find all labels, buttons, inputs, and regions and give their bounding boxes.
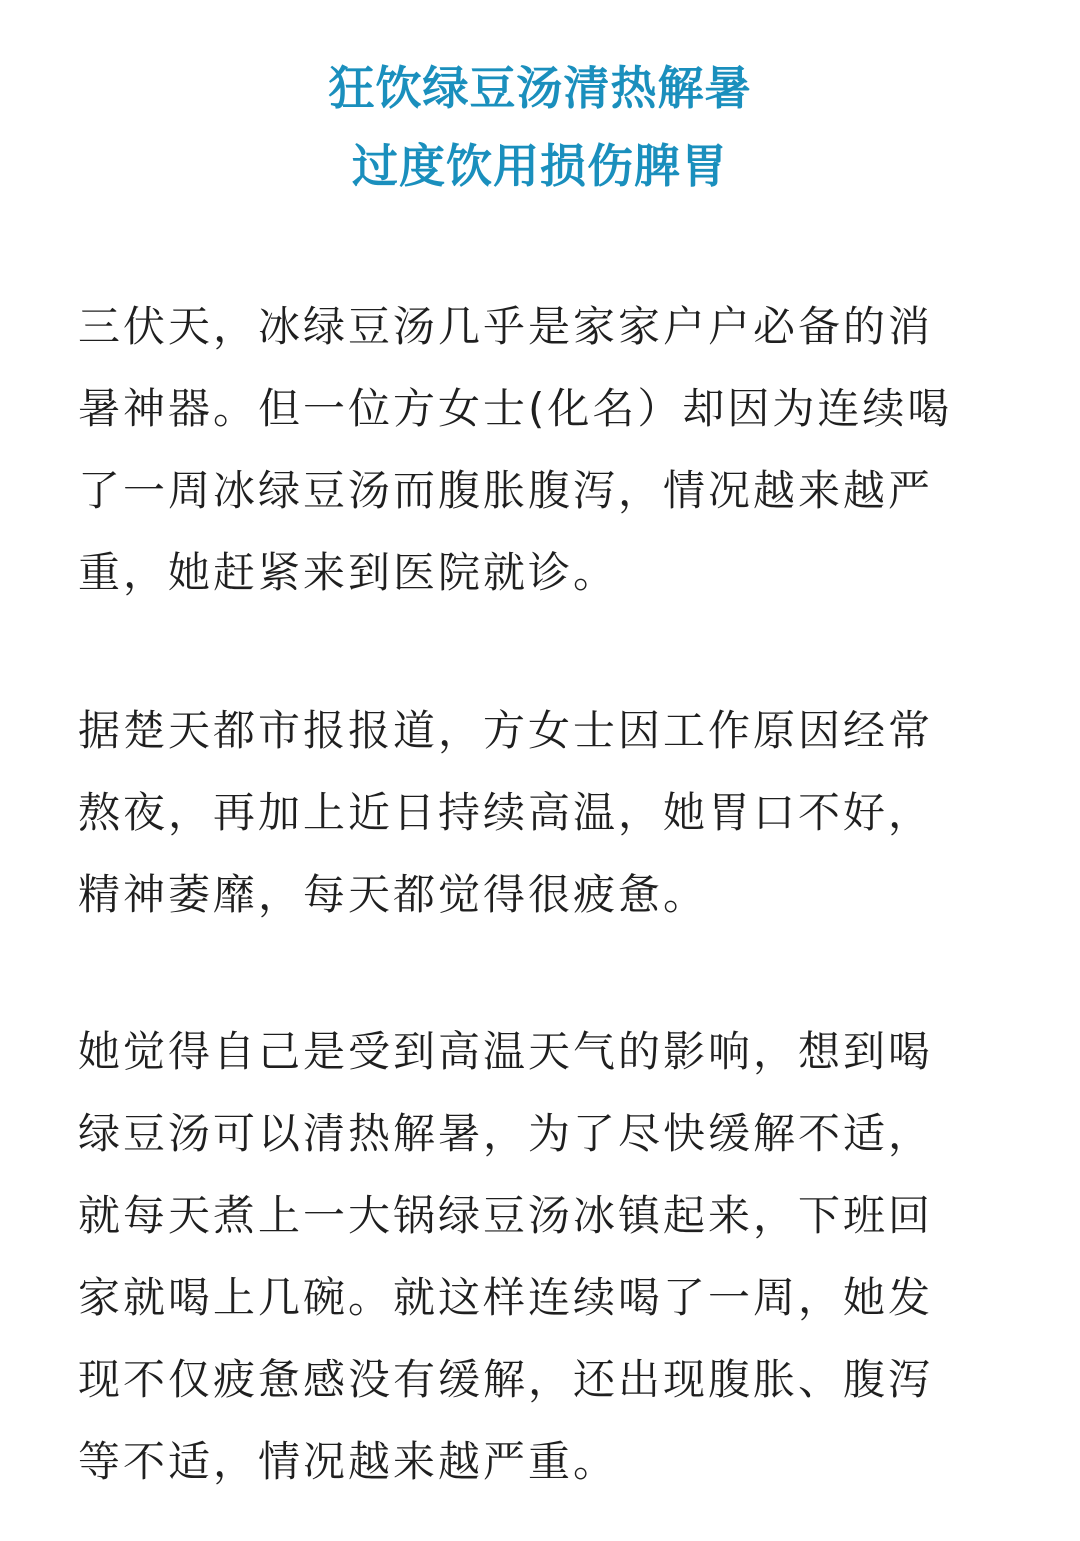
paragraph-1 xyxy=(78,286,1008,614)
paragraph-line: 绿豆汤可以清热解暑，为了尽快缓解不适， xyxy=(78,1109,934,1158)
paragraph-2 xyxy=(78,690,1008,936)
headline-line-1: 狂饮绿豆汤清热解暑 xyxy=(328,61,752,115)
paragraph-line: 就每天煮上一大锅绿豆汤冰镇起来，下班回 xyxy=(78,1191,934,1240)
paragraph-line: 等不适，情况越来越严重。 xyxy=(78,1437,619,1486)
paragraph-line: 重，她赶紧来到医院就诊。 xyxy=(78,548,619,597)
paragraph-line: 暑神器。但一位方女士(化名）却因为连续喝 xyxy=(78,384,953,433)
paragraph-line: 熬夜，再加上近日持续高温，她胃口不好， xyxy=(78,788,934,837)
paragraph-line: 家就喝上几碗。就这样连续喝了一周，她发 xyxy=(78,1273,934,1322)
paragraph-line: 现不仅疲惫感没有缓解，还出现腹胀、腹泻 xyxy=(78,1355,934,1404)
paragraph-line: 精神萎靡，每天都觉得很疲惫。 xyxy=(78,870,709,919)
paragraph-line: 三伏天，冰绿豆汤几乎是家家户户必备的消 xyxy=(78,302,934,351)
headline-line-2: 过度饮用损伤脾胃 xyxy=(352,139,728,193)
paragraph-line: 她觉得自己是受到高温天气的影响，想到喝 xyxy=(78,1027,934,1076)
paragraph-3 xyxy=(78,1011,1008,1503)
paragraph-line: 了一周冰绿豆汤而腹胀腹泻，情况越来越严 xyxy=(78,466,934,515)
paragraph-line: 据楚天都市报报道，方女士因工作原因经常 xyxy=(78,706,934,755)
